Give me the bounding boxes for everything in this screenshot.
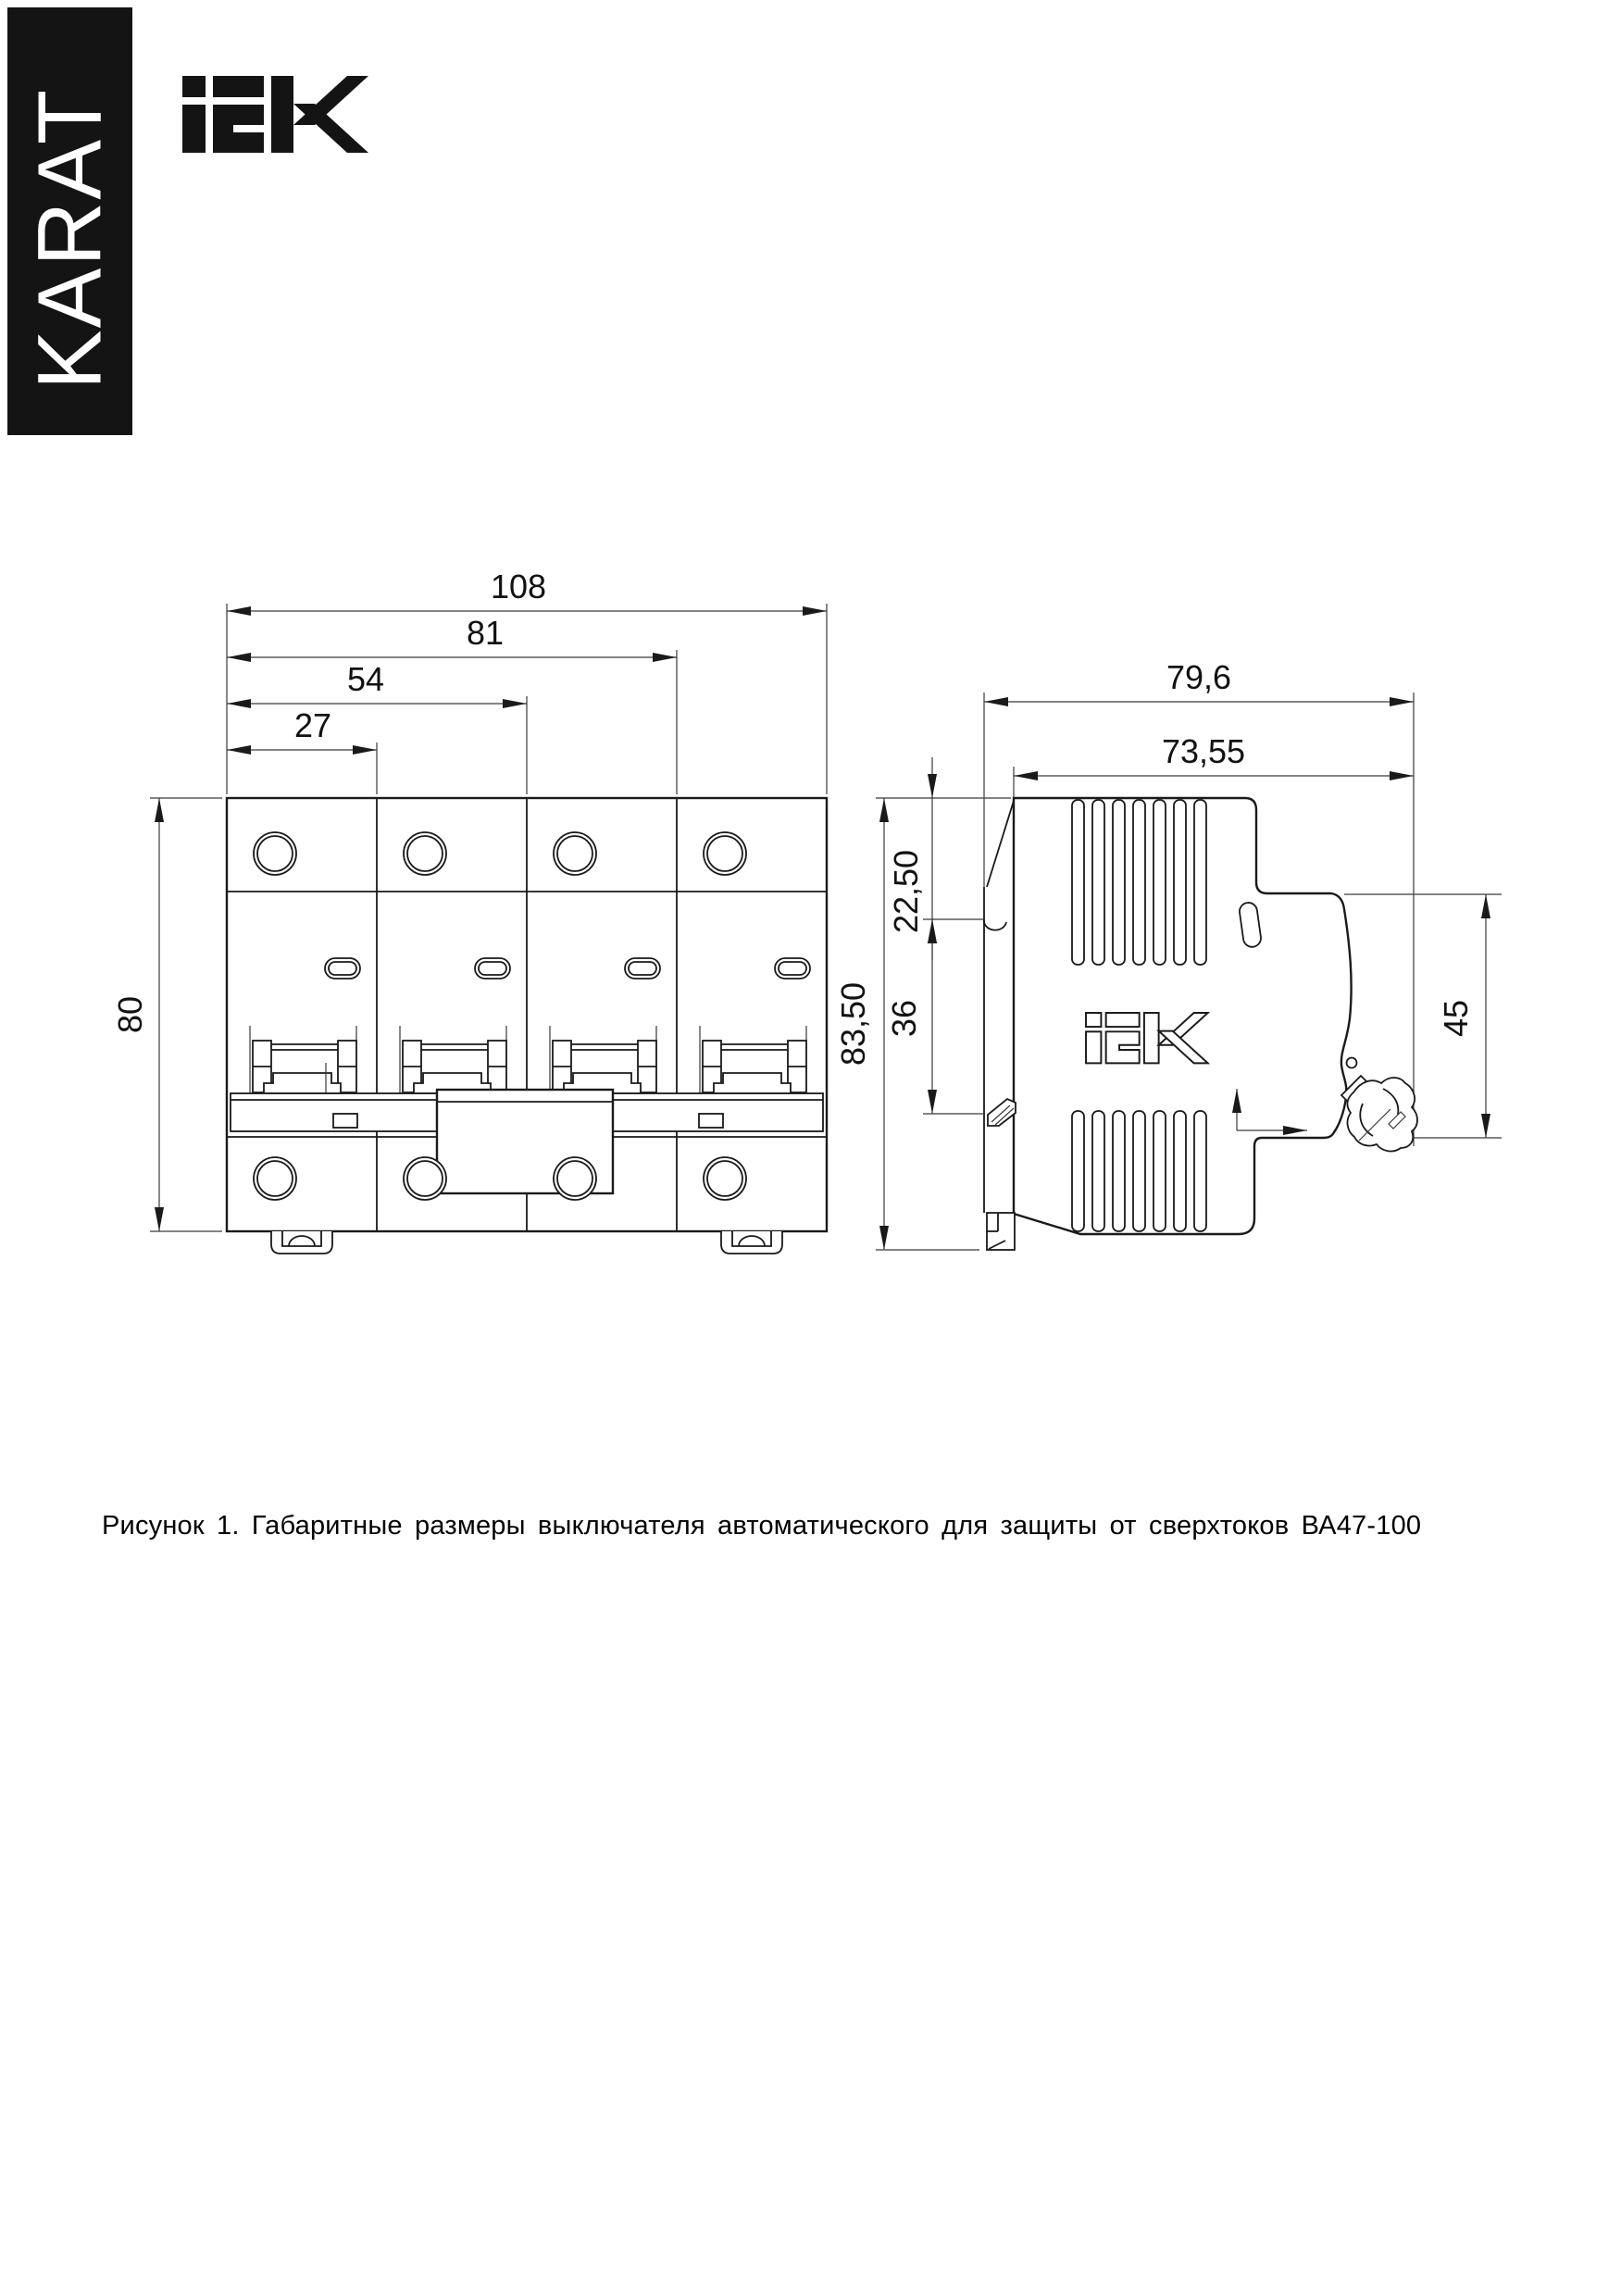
din-latch-tooth — [988, 1099, 1016, 1126]
banner-text: KARAT — [19, 87, 120, 391]
ventilation-slats-lower — [1072, 1111, 1206, 1231]
dim-front-width-3p: 81 — [466, 614, 505, 652]
dim-side-total-depth: 79,6 — [1166, 658, 1232, 696]
front-din-clips — [271, 1231, 782, 1254]
side-body — [984, 798, 1352, 1250]
ventilation-slats-upper — [1072, 800, 1206, 965]
dim-side-body-depth: 73,55 — [1161, 732, 1246, 770]
iek-logo-icon — [182, 76, 368, 153]
dim-front-height: 80 — [111, 995, 149, 1034]
karat-banner — [7, 7, 132, 435]
dim-front-width-2p: 54 — [346, 660, 385, 698]
dim-side-total-height: 83,50 — [834, 981, 872, 1067]
front-view — [111, 568, 827, 1254]
dim-side-front-height: 45 — [1437, 999, 1475, 1038]
side-view — [834, 658, 1502, 1250]
dim-side-mid-offset: 36 — [885, 999, 923, 1038]
din-lower-clip — [987, 1213, 1015, 1250]
dim-side-top-offset: 22,50 — [887, 849, 925, 934]
pivot-hole — [1347, 1058, 1357, 1068]
figure-caption: Рисунок 1. Габаритные размеры выключателя автоматического для защиты от сверхтоков ВА47-100 — [102, 1511, 1422, 1541]
side-toggle-lever — [1341, 1076, 1417, 1151]
dim-front-width-1p: 27 — [293, 706, 332, 744]
dim-front-total-width: 108 — [490, 568, 547, 605]
